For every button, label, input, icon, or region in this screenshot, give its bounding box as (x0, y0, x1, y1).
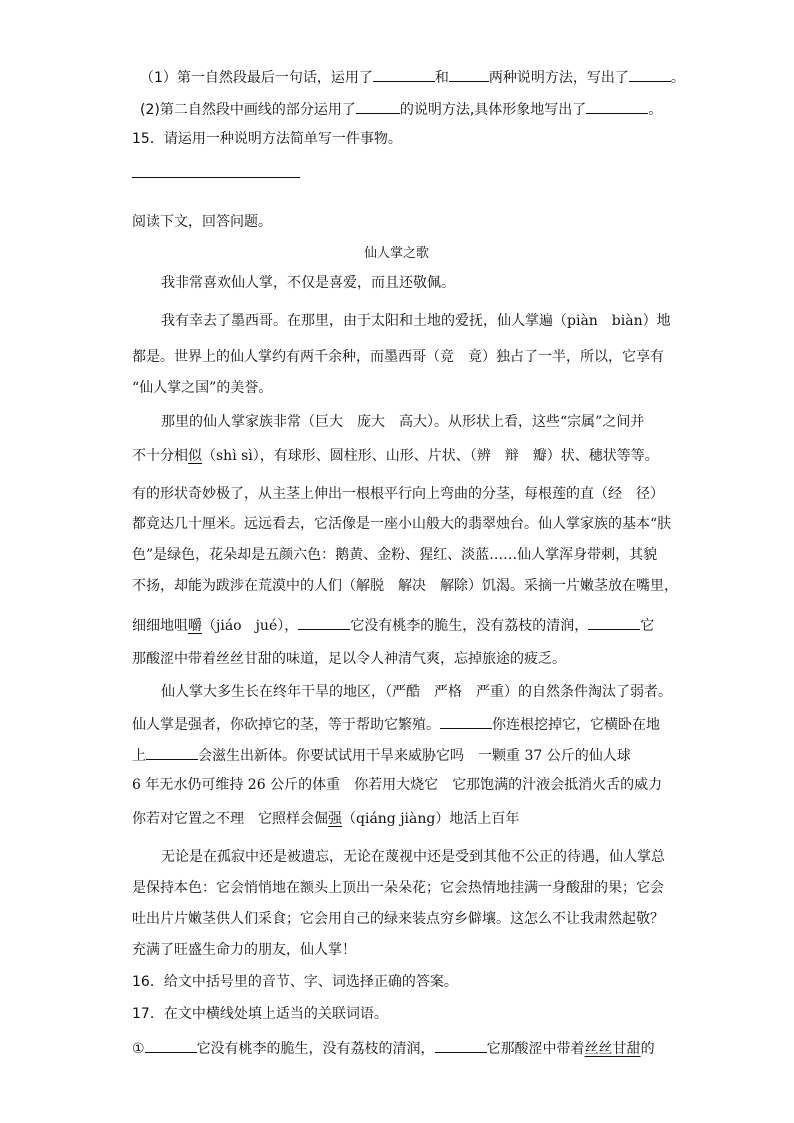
article-line: 不扬，却能为跋涉在荒漠中的人们（解脱 解决 解除）饥渴。采摘一片嫩茎放在嘴里， (132, 578, 678, 594)
question-17-1: ① 它没有桃李的脆生，没有荔枝的清润， 它那酸涩中带着丝丝甘甜的 (132, 1038, 655, 1058)
answer-line[interactable] (132, 177, 300, 178)
article-line: 细细地咀嚼（jiáo jué）， 它没有桃李的脆生，没有荔枝的清润， 它 (132, 615, 654, 635)
answer-blank[interactable] (298, 615, 350, 630)
answer-blank[interactable] (449, 67, 489, 82)
article-line: 是保持本色：它会悄悄地在额头上顶出一朵朵花；它会热情地挂满一身酸甜的果；它会 (132, 880, 664, 896)
article-line: 有的形状奇妙极了，从主茎上伸出一根根平行向上弯曲的分茎，每根莲的直（经 径） (132, 486, 664, 502)
answer-blank[interactable] (373, 67, 435, 82)
answer-blank[interactable] (145, 1038, 197, 1053)
answer-blank[interactable] (586, 99, 648, 114)
answer-blank[interactable] (356, 99, 400, 114)
article-line: 那酸涩中带着丝丝甘甜的味道，足以令人神清气爽，忘掉旅途的疲乏。 (132, 651, 566, 667)
question-16: 16．给文中括号里的音节、字、词选择正确的答案。 (132, 974, 458, 990)
article-title: 仙人掌之歌 (364, 246, 430, 261)
article-line: 上 会滋生出新体。你要试试用干旱来威胁它吗 一颗重 37 公斤的仙人球 (132, 745, 631, 765)
reading-intro: 阅读下文，回答问题。 (132, 214, 272, 230)
article-line: “仙人掌之国”的美誉。 (132, 380, 273, 396)
article-line: 那里的仙人掌家族非常（巨大 庞大 高大）。从形状上看，这些“宗属”之间并 (161, 414, 645, 430)
article-line: 我非常喜欢仙人掌，不仅是喜爱，而且还敬佩。 (161, 275, 455, 291)
article-line: 吐出片片嫩茎供人们采食；它会用自己的绿来装点穷乡僻壤。这怎么不让我肃然起敬？ (132, 911, 664, 927)
article-line: 6 年无水仍可维持 26 公斤的体重 你若用大烧它 它那饱满的汁液会抵消火舌的威力 (132, 777, 663, 793)
answer-blank[interactable] (146, 745, 198, 760)
article-line: 充满了旺盛生命力的朋友，仙人掌！ (132, 942, 356, 958)
article-line: 仙人掌大多生长在终年干旱的地区，（严酷 严格 严重）的自然条件淘汰了弱者。 (161, 684, 672, 700)
answer-blank[interactable] (588, 615, 640, 630)
article-line: 色”是绿色，花朵却是五颜六色：鹅黄、金粉、猩红、淡蓝……仙人掌浑身带刺，其貌 (132, 547, 658, 563)
question-17: 17．在文中横线处填上适当的关联词语。 (132, 1006, 388, 1022)
answer-blank[interactable] (435, 1038, 487, 1053)
answer-blank[interactable] (629, 67, 671, 82)
article-line: 都竟达几十厘米。远远看去，它活像是一座小山般大的翡翠烛台。仙人掌家族的基本“肤 (132, 516, 672, 532)
article-line: 都是。世界上的仙人掌约有两千余种，而墨西哥（竞 竟）独占了一半，所以，它享有 (132, 349, 664, 365)
question-15: 15．请运用一种说明方法简单写一件事物。 (132, 131, 402, 147)
article-line: 仙人掌是强者，你砍掉它的茎，等于帮助它繁殖。 你连根挖掉它，它横卧在地 (132, 714, 660, 734)
article-line: 无论是在孤寂中还是被遗忘，无论在蔑视中还是受到其他不公正的待遇，仙人掌总 (161, 849, 665, 865)
question-14-2: (2)第二自然段中画线的部分运用了 的说明方法,具体形象地写出了 。 (140, 99, 662, 119)
answer-blank[interactable] (440, 714, 492, 729)
article-line: 我有幸去了墨西哥。在那里，由于太阳和土地的爱抚，仙人掌遍（piàn biàn）地 (161, 313, 671, 329)
article-line: 不十分相似（shì sì），有球形、圆柱形、山形、片状、（辨 辩 瓣）状、穗状等等。 (132, 448, 659, 464)
article-line: 你若对它置之不理 它照样会倔强（qiáng jiàng）地活上百年 (132, 811, 520, 827)
question-14-1: （1）第一自然段最后一句话，运用了 和 两种说明方法，写出了 。 (140, 67, 685, 87)
